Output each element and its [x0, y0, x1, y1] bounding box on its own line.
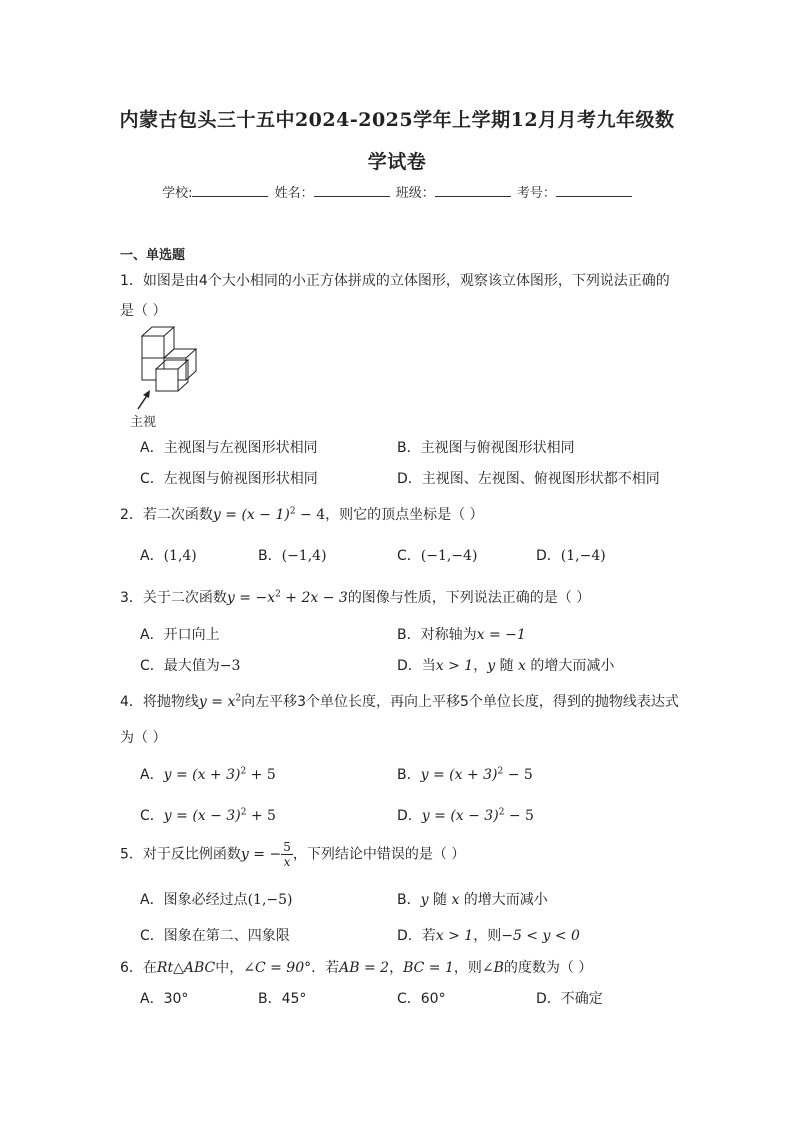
q3-option-b[interactable]	[397, 624, 526, 644]
q5-option-a[interactable]	[140, 889, 293, 909]
q5-d-expr2: −5 < y < 0	[501, 928, 580, 944]
q3-b-expr: x = −1	[476, 627, 526, 643]
q2-pre: 2．若二次函数	[120, 507, 213, 523]
q4-b-tail: − 5	[503, 767, 533, 783]
q6-ab: AB = 2	[339, 960, 390, 976]
q6-option-b[interactable]: B．45°	[258, 991, 307, 1007]
q5-d-mid: ，则	[473, 928, 502, 944]
q1-stem-line2: 是（ ）	[120, 303, 167, 319]
q4-option-c[interactable]	[140, 805, 276, 825]
q2-d-value: (1,−4)	[560, 548, 606, 564]
q3-pre: 3．关于二次函数	[120, 590, 227, 606]
q5-pre: 5．对于反比例函数	[120, 846, 241, 863]
exam-no-label: 考号：	[516, 186, 556, 201]
q4-a-exp: 2	[240, 766, 247, 777]
q5-b-mid: 随	[428, 892, 452, 908]
q4-stem-line2: 为（ ）	[120, 730, 167, 746]
q6-mid3: ，	[389, 960, 404, 976]
q5-d-expr: x > 1	[435, 928, 474, 944]
q3-expr2: + 2x − 3	[280, 590, 348, 606]
q3-option-a[interactable]: A．开口向上	[140, 627, 220, 643]
q5-b-y: y	[420, 892, 429, 908]
q5-b-post: 的增大而减小	[459, 892, 548, 908]
q4-option-b[interactable]	[397, 764, 533, 784]
q5-b-label: B．	[397, 892, 421, 908]
q4-d-tail: − 5	[504, 808, 534, 824]
q6-stem	[120, 957, 592, 977]
exam-no-blank[interactable]	[556, 184, 632, 197]
q5-fraction	[281, 840, 293, 869]
q5-option-c[interactable]: C．图象在第二、四象限	[140, 928, 290, 944]
q2-expr: y = (x − 1)	[212, 507, 290, 523]
school-blank[interactable]	[192, 184, 268, 197]
q4-d-expr: y = (x − 3)	[421, 808, 499, 824]
q4-option-d[interactable]	[397, 805, 534, 825]
q4-expr: y = x	[198, 694, 236, 710]
q2-a-value: (1,4)	[163, 548, 197, 564]
q5-a-pre: A．图象必经过点	[140, 892, 248, 908]
q1-option-b[interactable]: B．主视图与俯视图形状相同	[397, 440, 575, 456]
q6-angle-c: ∠C = 90°	[243, 960, 312, 976]
q4-b-exp: 2	[497, 766, 504, 777]
class-label: 班级：	[395, 186, 435, 201]
q2-option-b[interactable]	[258, 545, 327, 565]
q2-exp: 2	[289, 506, 296, 517]
q6-option-d[interactable]: D．不确定	[536, 991, 603, 1007]
q3-c-pre: C．最大值为	[140, 658, 220, 674]
q6-post: 的度数为（ ）	[503, 960, 593, 976]
q2-c-value: (−1,−4)	[420, 548, 478, 564]
q4-b-label: B．	[397, 767, 421, 783]
exam-title-line1: 内蒙古包头三十五中2024-2025学年上学期12月月考九年级数	[119, 109, 675, 131]
q4-stem-line1	[120, 691, 679, 711]
q4-a-expr: y = (x + 3)	[163, 767, 241, 783]
q6-mid1: 中，	[215, 960, 244, 976]
q2-b-label: B．	[258, 548, 282, 564]
q2-c-label: C．	[397, 548, 421, 564]
q2-option-a[interactable]	[140, 545, 197, 565]
q1-option-d[interactable]: D．主视图、左视图、俯视图形状都不相同	[397, 471, 660, 487]
q1-cube-figure	[128, 324, 208, 418]
q6-bc: BC = 1	[403, 960, 454, 976]
q3-expr: y = −x	[226, 590, 276, 606]
q6-angle-b: ∠B	[481, 960, 504, 976]
q2-expr2: − 4	[295, 507, 326, 523]
main-view-label: 主视	[130, 415, 157, 430]
q4-b-expr: y = (x + 3)	[420, 767, 498, 783]
exam-title-line2: 学试卷	[367, 151, 427, 173]
q4-c-tail: + 5	[246, 808, 276, 824]
q2-d-label: D．	[536, 548, 561, 564]
q2-stem	[120, 504, 484, 524]
q4-pre: 4．将抛物线	[120, 694, 199, 710]
q4-c-exp: 2	[240, 807, 247, 818]
q2-a-label: A．	[140, 548, 164, 564]
q6-mid4: ，则	[453, 960, 482, 976]
q6-option-c[interactable]: C．60°	[397, 991, 446, 1007]
q2-b-value: (−1,4)	[281, 548, 327, 564]
q4-a-tail: + 5	[246, 767, 276, 783]
q3-d-post: 的增大而减小	[525, 658, 615, 674]
q5-a-expr: (1,−5)	[247, 892, 293, 908]
q5-den: x	[283, 855, 291, 869]
q4-post: 向左平移3个单位长度，再向上平移5个单位长度，得到的抛物线表达式	[241, 694, 679, 710]
q3-post: 的图像与性质，下列说法正确的是（ ）	[347, 590, 591, 606]
q5-expr: y = −	[240, 846, 282, 863]
q1-option-c[interactable]: C．左视图与俯视图形状相同	[140, 471, 318, 487]
q1-option-a[interactable]: A．主视图与左视图形状相同	[140, 440, 318, 456]
section-heading: 一、单选题	[120, 248, 186, 263]
q3-stem	[120, 587, 590, 607]
q3-c-expr: −3	[219, 658, 241, 674]
school-label: 学校:	[162, 186, 193, 201]
q5-option-d[interactable]	[397, 925, 580, 945]
q3-exp: 2	[275, 589, 281, 600]
q3-d-mid: ，	[473, 658, 488, 674]
q3-d-mid2: 随	[495, 658, 519, 674]
q4-c-label: C．	[140, 808, 164, 824]
q5-d-pre: D．若	[397, 928, 436, 944]
q5-b-x: x	[451, 892, 460, 908]
q3-d-x: x	[518, 658, 526, 674]
q5-num: 5	[283, 840, 291, 854]
class-blank[interactable]	[435, 184, 511, 197]
q6-option-a[interactable]: A．30°	[140, 991, 189, 1007]
q4-c-expr: y = (x − 3)	[163, 808, 241, 824]
name-blank[interactable]	[314, 184, 390, 197]
q4-d-exp: 2	[498, 807, 505, 818]
q6-triangle: Rt△ABC	[156, 960, 216, 976]
q3-option-c[interactable]	[140, 655, 240, 675]
q1-stem-line1: 1．如图是由4个大小相同的小正方体拼成的立体图形，观察该立体图形，下列说法正确的	[120, 273, 670, 289]
q3-d-expr: x > 1	[435, 658, 474, 674]
cube-stack-icon	[128, 324, 208, 414]
q2-post: ，则它的顶点坐标是（ ）	[325, 507, 484, 523]
q2-option-d[interactable]	[536, 545, 606, 565]
q4-option-a[interactable]	[140, 764, 276, 784]
q3-b-pre: B．对称轴为	[397, 627, 477, 643]
q5-post: ，下列结论中错误的是（ ）	[292, 846, 466, 863]
q6-mid2: ．若	[311, 960, 340, 976]
q4-d-label: D．	[397, 808, 422, 824]
student-info-row	[0, 182, 794, 201]
q2-option-c[interactable]	[397, 545, 477, 565]
name-label: 姓名：	[274, 186, 314, 201]
q4-exp: 2	[235, 693, 242, 704]
q6-pre: 6．在	[120, 960, 157, 976]
q3-d-pre: D．当	[397, 658, 436, 674]
q3-option-d[interactable]	[397, 655, 614, 675]
q4-a-label: A．	[140, 767, 164, 783]
q3-d-y: y	[487, 658, 496, 674]
q5-stem	[120, 840, 465, 869]
q5-option-b[interactable]	[397, 889, 548, 909]
